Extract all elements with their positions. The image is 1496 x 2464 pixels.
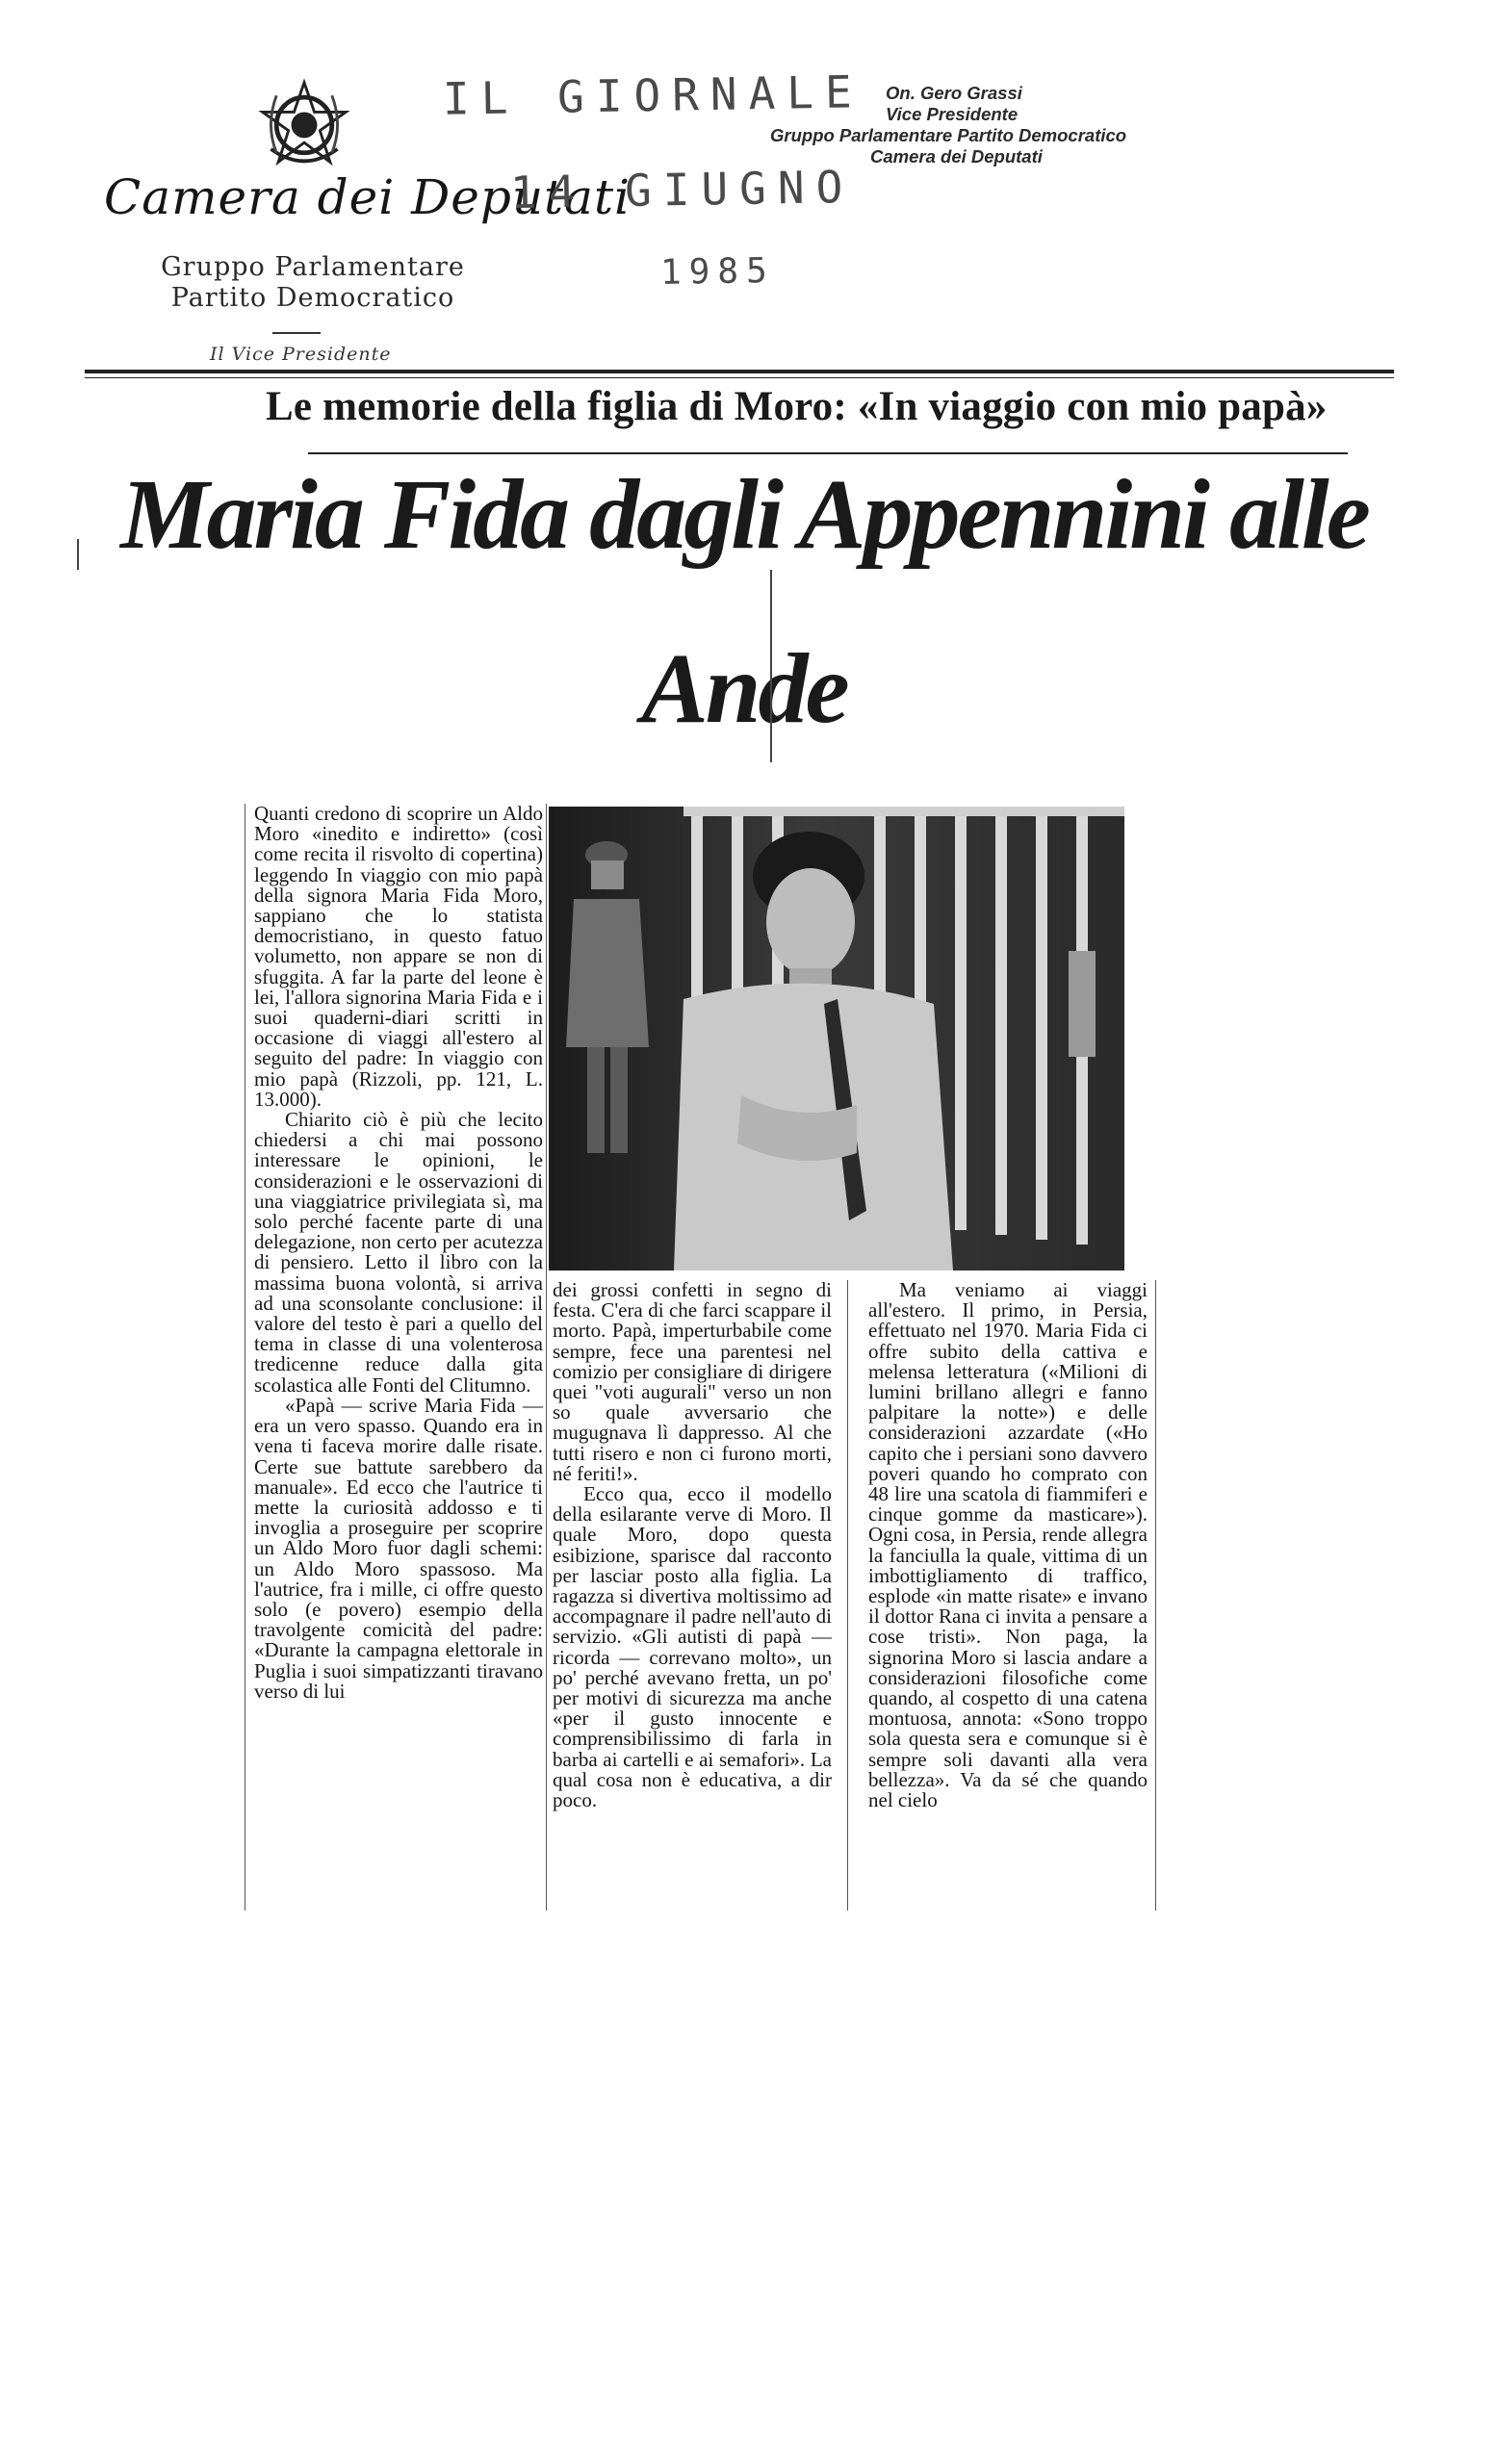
column-rule (546, 804, 547, 1911)
header-rule-thick (85, 370, 1394, 373)
header-rule-thin (85, 377, 1394, 378)
handwritten-newspaper: IL GIORNALE (442, 65, 864, 125)
column-rule (847, 1280, 848, 1911)
paragraph: Quanti credono di scoprire un Aldo Moro «inedito e indiretto» (così come recita il risvolto di copertina) leggendo In viaggio con mio papà della signora Maria Fida Moro, sappiano che lo statista democristiano, in questo fatuo volumetto, non appare se non di sfuggita. A far la parte del leone è lei, l'allora signorina Maria Fida e i suoi quaderni-diari scritti in occasione di viaggi all'estero al seguito del padre: In viaggio con mio papà (Rizzoli, pp. 121, L. 13.000). (254, 802, 543, 1111)
paragraph: Ma veniamo ai viaggi all'estero. Il primo, in Persia, effettuato nel 1970. Maria Fida ci offre subito della cattiva e melensa letteratura («Milioni di lumini brillano allegri e fanno palpitare la notte») e delle considerazioni azzardate («Ho capito che i persiani sono davvero poveri quando ho comprato con 48 lire una scatola di fiammiferi e cinque gomme da masticare»). Ogni cosa, in Persia, rende allegra la fanciulla la quale, vittima di un imbottigliamento di traffico, esplode «in matte risate» e invano il dottor Rana ci invita a pensare a cose tristi». Non paga, la signorina Moro si lascia andare a considerazioni filosofiche come quando, al cospetto di una catena montuosa, annota: «Sono troppo sola questa sera e comunque si è sempre soli davanti alla vera bellezza». Va da sé che quando nel cielo (868, 1278, 1148, 1812)
stamp-title: Vice Presidente (886, 104, 1019, 124)
article-column-2 (553, 1280, 832, 1810)
column-rule (1155, 1280, 1156, 1911)
italian-republic-emblem-icon (258, 75, 350, 171)
headline-divider (770, 570, 772, 762)
handwritten-year: 1985 (659, 250, 776, 294)
group-line-1: Gruppo Parlamentare (161, 252, 465, 282)
margin-mark (77, 539, 79, 570)
article-kicker: Le memorie della figlia di Moro: «In viaggio con mio papà» (266, 384, 1328, 429)
article-column-3 (868, 1280, 1148, 1810)
article-headline (85, 456, 1404, 748)
paragraph: dei grossi confetti in segno di festa. C'era di che farci scappare il morto. Papà, imperturbabile come sempre, fece una parentesi nel comizio per consigliare di dirigere quei "voti augurali" verso un non so quale avversario che mugugnava lì dappresso. Al che tutti risero e non ci furono morti, né feriti!». (553, 1278, 832, 1485)
paragraph: Chiarito ciò è più che lecito chiedersi a chi mai possono interessare le opinioni, le considerazioni e le osservazioni di una viaggiatrice privilegiata sì, ma solo perché facente parte di una delegazione, non certo per acutezza di pensiero. Letto il libro con la massima buona volontà, si arriva ad una sconsolante conclusione: il valore del testo è pari a quello del tema in classe di una volenterosa tredicenne reduce dalla gita scolastica alle Fonti del Clitumno. (254, 1108, 543, 1397)
article-column-1 (254, 804, 543, 1702)
paragraph: «Papà — scrive Maria Fida — era un vero spasso. Quando era in vena ti faceva morire dalle risate. Certe sue battute sarebbero da manuale». Ed ecco che l'autrice ti mette la curiosità addosso e ti invoglia a proseguire per scoprire un Aldo Moro fuor dagli schemi: un Aldo Moro spassoso. Ma l'autrice, fra i mille, ci offre questo solo (e povero) esempio della travolgente comicità del padre: «Durante la campagna elettorale in Puglia i suoi simpatizzanti tiravano verso di lui (254, 1393, 543, 1703)
paragraph: Ecco qua, ecco il modello della esilarante verve di Moro. Il quale Moro, dopo questa esibizione, sparisce dal racconto per lasciar posto alla figlia. La ragazza si divertiva moltissimo ad accompagnare il padre nell'auto di servizio. «Gli autisti di papà — ricorda — correvano molto», un po' perché avevano fretta, un po' per motivi di sicurezza ma anche «per il gusto innocente e comprensibilissimo di farla in barba ai cartelli e ai semafori». La qual cosa non è educativa, a dir poco. (553, 1482, 832, 1812)
article-photo (549, 807, 1124, 1270)
letterhead-divider (272, 332, 321, 334)
chamber-name: Camera dei Deputati (104, 169, 632, 225)
stamp-chamber: Camera dei Deputati (870, 146, 1043, 167)
stamp-group: Gruppo Parlamentare Partito Democratico (770, 125, 1127, 145)
stamp-name: On. Gero Grassi (886, 83, 1022, 103)
handwritten-date: 14 GIUGNO (509, 160, 855, 219)
role-label: Il Vice Presidente (210, 344, 392, 365)
headline-line-2: Ande (641, 632, 847, 744)
kicker-underline (308, 452, 1348, 454)
headline-line-1: Maria Fida dagli Appennini alle (120, 459, 1368, 570)
group-line-2: Partito Democratico (170, 283, 455, 313)
